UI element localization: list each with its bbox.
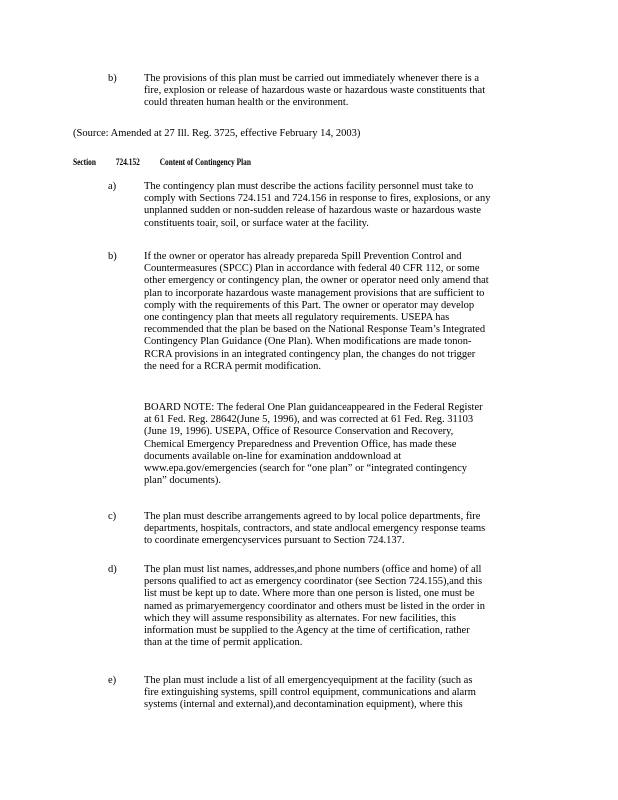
paragraph-e	[108, 675, 538, 712]
paragraph-b-immediate	[108, 73, 538, 110]
paragraph-text: The plan must include a list of all emergencyequipment at the facility (such as fire extinguishing systems, spill control equipment, communications and alarm systems (internal and external),and decontamination equipment), where this	[144, 675, 476, 711]
paragraph-label: a)	[108, 181, 117, 192]
paragraph-text: The provisions of this plan must be carried out immediately whenever there is a fire, explosion or release of hazardous waste or hazardous waste constituents that could threaten human health or the environment.	[144, 73, 486, 109]
section-word: Section	[73, 157, 96, 167]
board-note: BOARD NOTE: The federal One Plan guidanceappeared in the Federal Register at 61 Fed. Reg. 28642(June 5, 1996), and was corrected at 61 Fed. Reg. 31103 (June 19, 1996). USEPA, Office of Resource Conservation and Recovery, Chemical Emergency Preparedness and Prevention Office, has made these documents available on-line for examination anddownload at www.epa.gov/emergencies (search for “one plan” or “integrated contingency plan” documents).	[144, 402, 483, 487]
paragraph-a	[108, 181, 538, 230]
paragraph-text: The plan must describe arrangements agreed to by local police departments, fire departments, hospitals, contractors, and state andlocal emergency response teams to coordinate emergencyservices pursuant to Section 724.137.	[144, 511, 486, 547]
paragraph-label: b)	[108, 73, 117, 84]
paragraph-text: The contingency plan must describe the actions facility personnel must take to comply with Sections 724.151 and 724.156 in response to fires, explosions, or any unplanned sudden or non-sudden release of hazardous waste or hazardous waste constituents toair, soil, or surface water at the facility.	[144, 181, 491, 229]
paragraph-c	[108, 511, 538, 548]
paragraph-label: d)	[108, 564, 117, 575]
paragraph-label: b)	[108, 251, 117, 262]
section-title: Content of Contingency Plan	[159, 157, 251, 167]
section-heading	[73, 156, 467, 168]
paragraph-label: c)	[108, 511, 117, 522]
paragraph-text: If the owner or operator has already prepareda Spill Prevention Control and Countermeasures (SPCC) Plan in accordance with federal 40 CFR 112, or some other emergency or contingency plan, the owner or operator need only amend that plan to incorporate hazardous waste management provisions that are sufficient to comply with the requirements of this Part. The owner or operator may develop one contingency plan that meets all regulatory requirements. USEPA has recommended that the plan be based on the National Response Team’s Integrated Contingency Plan Guidance (One Plan). When modifications are made tonon- RCRA provisions in an integrated contingency plan, the changes do not trigger the need for a RCRA permit modification.	[144, 251, 489, 372]
source-note: (Source: Amended at 27 Ill. Reg. 3725, effective February 14, 2003)	[73, 128, 361, 139]
section-number: 724.152	[115, 157, 140, 167]
paragraph-label: e)	[108, 675, 117, 686]
paragraph-text: The plan must list names, addresses,and phone numbers (office and home) of all persons qualified to act as emergency coordinator (see Section 724.155),and this list must be kept up to date. Where more than one person is listed, one must be named as primaryemergency coordinator and others must be listed in the order in which they will assume responsibility as alternates. For new facilities, this information must be supplied to the Agency at the time of certification, rather than at the time of permit application.	[144, 564, 485, 649]
paragraph-d	[108, 564, 538, 649]
paragraph-b-spcc	[108, 251, 538, 373]
